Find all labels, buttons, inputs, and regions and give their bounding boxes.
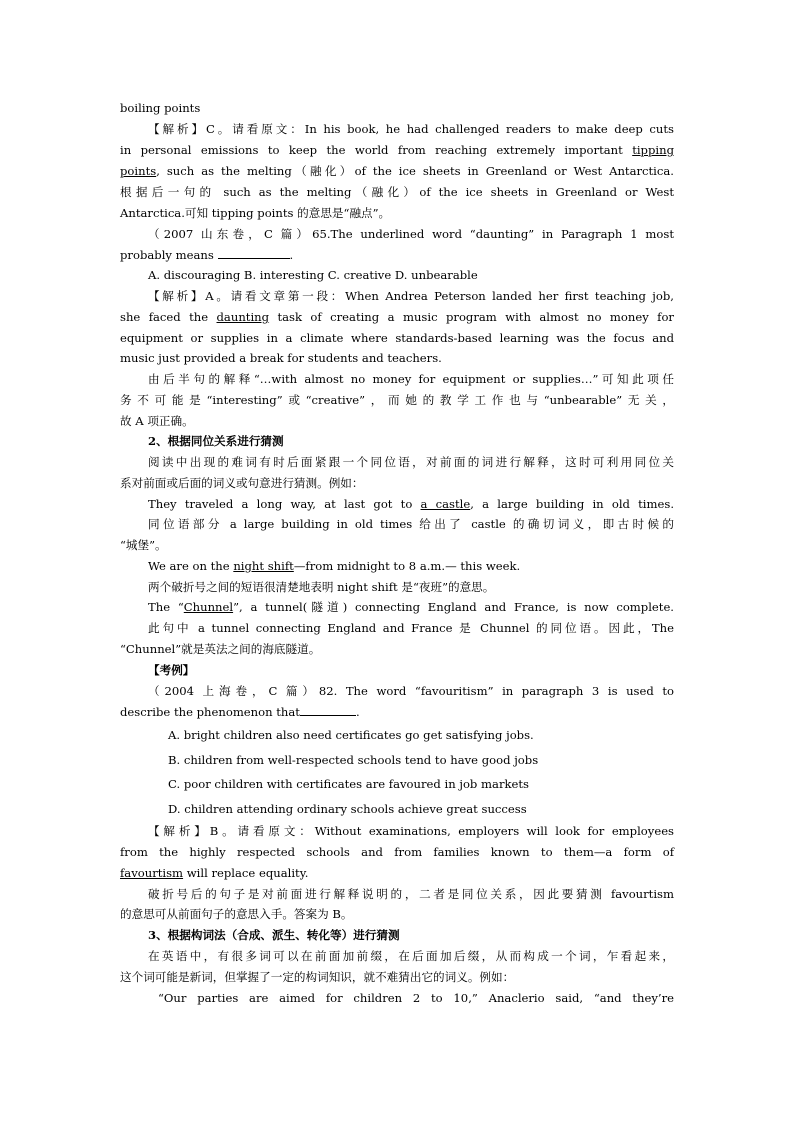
text-line: she faced the daunting task of creating a music program with almost no money for [120,310,674,324]
text-line: 的意思可从前面句子的意思入手。答案为 B。 [120,907,353,921]
text-line: favourtism will replace equality. [120,866,309,880]
example-sentence: The “Chunnel”, a tunnel(隧道) connecting England and France, is now complete. [148,600,674,614]
text-line: 破折号后的句子是对前面进行解释说明的，二者是同位关系，因此要猜测 favourtism [148,887,674,901]
text-line: probably means . [120,248,294,262]
underlined-word: night shift [233,559,294,573]
answer-blank [300,703,356,716]
text-line: points, such as the melting（融化）of the ice sheets in Greenland or West Antarctica. [120,164,674,178]
text-line: Antarctica.可知 tipping points 的意思是“融点”。 [120,206,391,220]
text-line: 务不可能是“interesting”或“creative”，而她的教学工作也与“unbearable”无关， [120,393,674,407]
text-line: in personal emissions to keep the world from reaching extremely important tipping [120,143,674,157]
option-c: C. poor children with certificates are favoured in job markets [168,777,529,791]
text-line: 由后半句的解释“…with almost no money for equipment or supplies…”可知此项任 [148,372,674,386]
text-line: “Chunnel”就是英法之间的海底隧道。 [120,642,321,656]
question-stem: （2007 山东卷，C 篇）65.The underlined word “daunting” in Paragraph 1 most [148,227,674,241]
underlined-word: tipping [632,143,674,157]
answer-blank [218,246,290,259]
text-line: 此句中 a tunnel connecting England and France 是 Chunnel 的同位语。因此，The [148,621,674,635]
text-line: 根据后一句的 such as the melting（融化）of the ice sheets in Greenland or West [120,185,674,199]
underlined-word: daunting [216,310,270,324]
text-line: boiling points [120,101,201,115]
text-line: from the highly respected schools and from families known to them—a form of [120,845,674,859]
section-heading: 3、根据构词法（合成、派生、转化等）进行猜测 [148,928,400,942]
analysis-paragraph: 【解析】B。请看原文：Without examinations, employers will look for employees [148,824,674,838]
text-line: “城堡”。 [120,538,167,552]
example-sentence: “Our parties are aimed for children 2 to 10,” Anaclerio said, “and they’re [158,991,674,1005]
example-sentence: We are on the night shift—from midnight to 8 a.m.— this week. [148,559,521,573]
text-line: 阅读中出现的难词有时后面紧跟一个同位语，对前面的词进行解释，这时可利用同位关 [148,455,674,469]
underlined-word: points [120,164,157,178]
option-d: D. children attending ordinary schools achieve great success [168,802,527,816]
text-line: 这个词可能是新词，但掌握了一定的构词知识，就不难猜出它的词义。例如： [120,970,515,984]
option-b: B. children from well-respected schools tend to have good jobs [168,753,539,767]
option-a: A. bright children also need certificates go get satisfying jobs. [168,728,534,742]
example-sentence: They traveled a long way, at last got to a castle, a large building in old times. [148,497,675,511]
answer-options: A. discouraging B. interesting C. creative D. unbearable [148,268,478,282]
underlined-word: Chunnel [183,600,234,614]
analysis-paragraph: 【解析】C。请看原文：In his book, he had challenged readers to make deep cuts [148,122,674,136]
text-line: music just provided a break for students and teachers. [120,351,442,365]
text-line: equipment or supplies in a climate where standards-based learning was the focus and [120,331,674,345]
analysis-paragraph: 【解析】A。请看文章第一段：When Andrea Peterson landed her first teaching job, [148,289,674,303]
underlined-word: favourtism [120,866,184,880]
text-line: 在英语中，有很多词可以在前面加前缀，在后面加后缀，从而构成一个词，乍看起来， [148,949,674,963]
text-line: 故 A 项正确。 [120,414,194,428]
text-line: describe the phenomenon that . [120,705,360,719]
section-heading: 【考例】 [148,663,195,677]
text-line: 同位语部分 a large building in old times 给出了 castle 的确切词义，即古时候的 [148,517,674,531]
section-heading: 2、根据同位关系进行猜测 [148,434,284,448]
underlined-word: a castle [420,497,471,511]
text-line: 系对前面或后面的词义或句意进行猜测。例如： [120,476,364,490]
text-line: 两个破折号之间的短语很清楚地表明 night shift 是“夜班”的意思。 [148,580,495,594]
question-stem: （2004 上海卷，C 篇）82. The word “favouritism” in paragraph 3 is used to [148,684,674,698]
